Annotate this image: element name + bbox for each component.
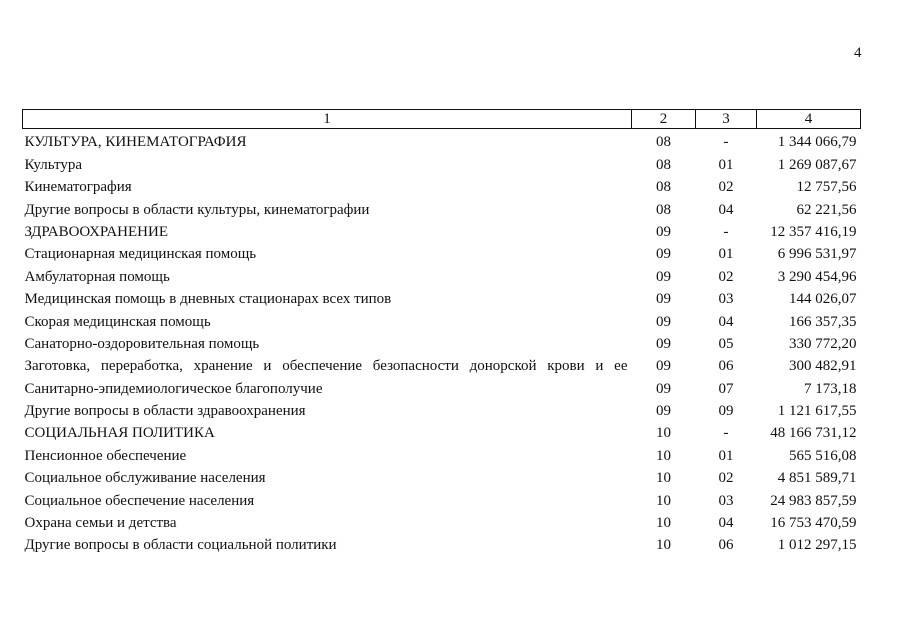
row-name: Пенсионное обеспечение xyxy=(24,447,187,464)
row-section-code: 10 xyxy=(656,425,671,442)
page-number: 4 xyxy=(854,45,862,61)
row-amount: 12 357 416,19 xyxy=(770,223,857,240)
row-subsection-code: 01 xyxy=(718,447,734,464)
row-subsection-code: - xyxy=(723,134,729,151)
row-section-code: 08 xyxy=(656,201,671,218)
row-name: Кинематография xyxy=(24,179,132,196)
row-subsection-code: 07 xyxy=(718,380,734,397)
row-amount: 330 772,20 xyxy=(789,335,857,352)
row-section-code: 10 xyxy=(656,492,671,509)
row-subsection-code: 02 xyxy=(718,268,734,285)
table-row xyxy=(23,151,861,173)
row-amount: 62 221,56 xyxy=(796,201,857,218)
table-row xyxy=(23,331,861,353)
row-subsection-code: 02 xyxy=(718,470,734,487)
row-subsection-code: - xyxy=(723,223,729,240)
row-name: Культура xyxy=(24,156,82,173)
table-row xyxy=(23,174,861,196)
row-subsection-code: 01 xyxy=(718,246,734,263)
row-subsection-code: 02 xyxy=(718,179,734,196)
row-amount: 300 482,91 xyxy=(789,358,857,375)
table-row xyxy=(23,129,861,152)
row-subsection-code: 04 xyxy=(718,201,734,218)
table-row xyxy=(23,465,861,487)
row-name: Социальное обеспечение населения xyxy=(24,492,255,509)
row-subsection-code: 05 xyxy=(718,335,734,352)
row-amount: 6 996 531,97 xyxy=(777,246,857,263)
row-amount: 24 983 857,59 xyxy=(770,492,857,509)
table-row xyxy=(23,353,861,375)
header-row xyxy=(23,110,861,129)
table-row xyxy=(23,196,861,218)
row-name: КУЛЬТУРА, КИНЕМАТОГРАФИЯ xyxy=(24,134,247,151)
table-row xyxy=(23,398,861,420)
row-name: Социальное обслуживание населения xyxy=(24,470,266,487)
row-amount: 4 851 589,71 xyxy=(777,470,857,487)
row-amount: 48 166 731,12 xyxy=(770,425,857,442)
row-name: Скорая медицинская помощь xyxy=(24,313,211,330)
table-row xyxy=(23,442,861,464)
row-amount: 565 516,08 xyxy=(789,447,857,464)
row-subsection-code: 06 xyxy=(718,537,734,554)
row-section-code: 09 xyxy=(656,268,671,285)
row-name: Санитарно-эпидемиологическое благополучие xyxy=(24,380,323,397)
row-subsection-code: 04 xyxy=(718,515,734,532)
row-subsection-code: 06 xyxy=(718,358,734,375)
row-name: Амбулаторная помощь xyxy=(24,268,170,285)
row-section-code: 09 xyxy=(656,291,671,308)
row-section-code: 09 xyxy=(656,403,671,420)
table-row xyxy=(23,219,861,241)
row-subsection-code: 09 xyxy=(718,403,734,420)
row-amount: 12 757,56 xyxy=(796,179,857,196)
row-section-code: 08 xyxy=(656,179,671,196)
row-name: Другие вопросы в области социальной политики xyxy=(24,537,337,554)
row-name: Санаторно-оздоровительная помощь xyxy=(24,335,260,352)
row-name: Стационарная медицинская помощь xyxy=(24,246,257,263)
table-row xyxy=(23,375,861,397)
table-row xyxy=(23,286,861,308)
budget-table xyxy=(22,109,861,554)
header-col-4: 4 xyxy=(757,110,861,129)
row-name: Заготовка, переработка, хранение и обеспечение безопасности донорской крови и ее xyxy=(24,358,628,375)
row-section-code: 10 xyxy=(656,537,671,554)
header-col-2: 2 xyxy=(632,110,696,129)
row-section-code: 08 xyxy=(656,156,671,173)
row-section-code: 10 xyxy=(656,470,671,487)
header-col-1: 1 xyxy=(23,110,632,129)
table-row xyxy=(23,532,861,554)
row-amount: 1 012 297,15 xyxy=(777,537,857,554)
header-col-3: 3 xyxy=(696,110,757,129)
row-section-code: 10 xyxy=(656,447,671,464)
row-subsection-code: 04 xyxy=(718,313,734,330)
row-subsection-code: 03 xyxy=(718,291,734,308)
row-name: ЗДРАВООХРАНЕНИЕ xyxy=(24,223,168,240)
row-subsection-code: 03 xyxy=(718,492,734,509)
row-amount: 144 026,07 xyxy=(789,291,857,308)
table-row xyxy=(23,487,861,509)
row-section-code: 09 xyxy=(656,313,671,330)
row-section-code: 09 xyxy=(656,358,671,375)
row-section-code: 09 xyxy=(656,380,671,397)
table-row xyxy=(23,308,861,330)
row-amount: 166 357,35 xyxy=(789,313,857,330)
table-row xyxy=(23,263,861,285)
table-row xyxy=(23,420,861,442)
row-section-code: 08 xyxy=(656,134,671,151)
row-name: Охрана семьи и детства xyxy=(24,515,177,532)
table-row xyxy=(23,510,861,532)
table-row xyxy=(23,241,861,263)
table-body xyxy=(23,129,861,555)
row-amount: 1 269 087,67 xyxy=(777,156,857,173)
row-amount: 7 173,18 xyxy=(804,380,857,397)
row-name: Медицинская помощь в дневных стационарах всех типов xyxy=(24,291,392,308)
row-amount: 16 753 470,59 xyxy=(770,515,857,532)
row-section-code: 09 xyxy=(656,223,671,240)
table-header xyxy=(23,110,861,129)
row-section-code: 09 xyxy=(656,246,671,263)
row-subsection-code: 01 xyxy=(718,156,734,173)
row-section-code: 09 xyxy=(656,335,671,352)
row-name: Другие вопросы в области культуры, кинематографии xyxy=(24,201,370,218)
row-section-code: 10 xyxy=(656,515,671,532)
row-name: Другие вопросы в области здравоохранения xyxy=(24,403,306,420)
row-name: СОЦИАЛЬНАЯ ПОЛИТИКА xyxy=(24,425,215,442)
row-amount: 1 344 066,79 xyxy=(777,134,857,151)
row-amount: 1 121 617,55 xyxy=(777,403,857,420)
row-amount: 3 290 454,96 xyxy=(777,268,857,285)
row-subsection-code: - xyxy=(723,425,729,442)
